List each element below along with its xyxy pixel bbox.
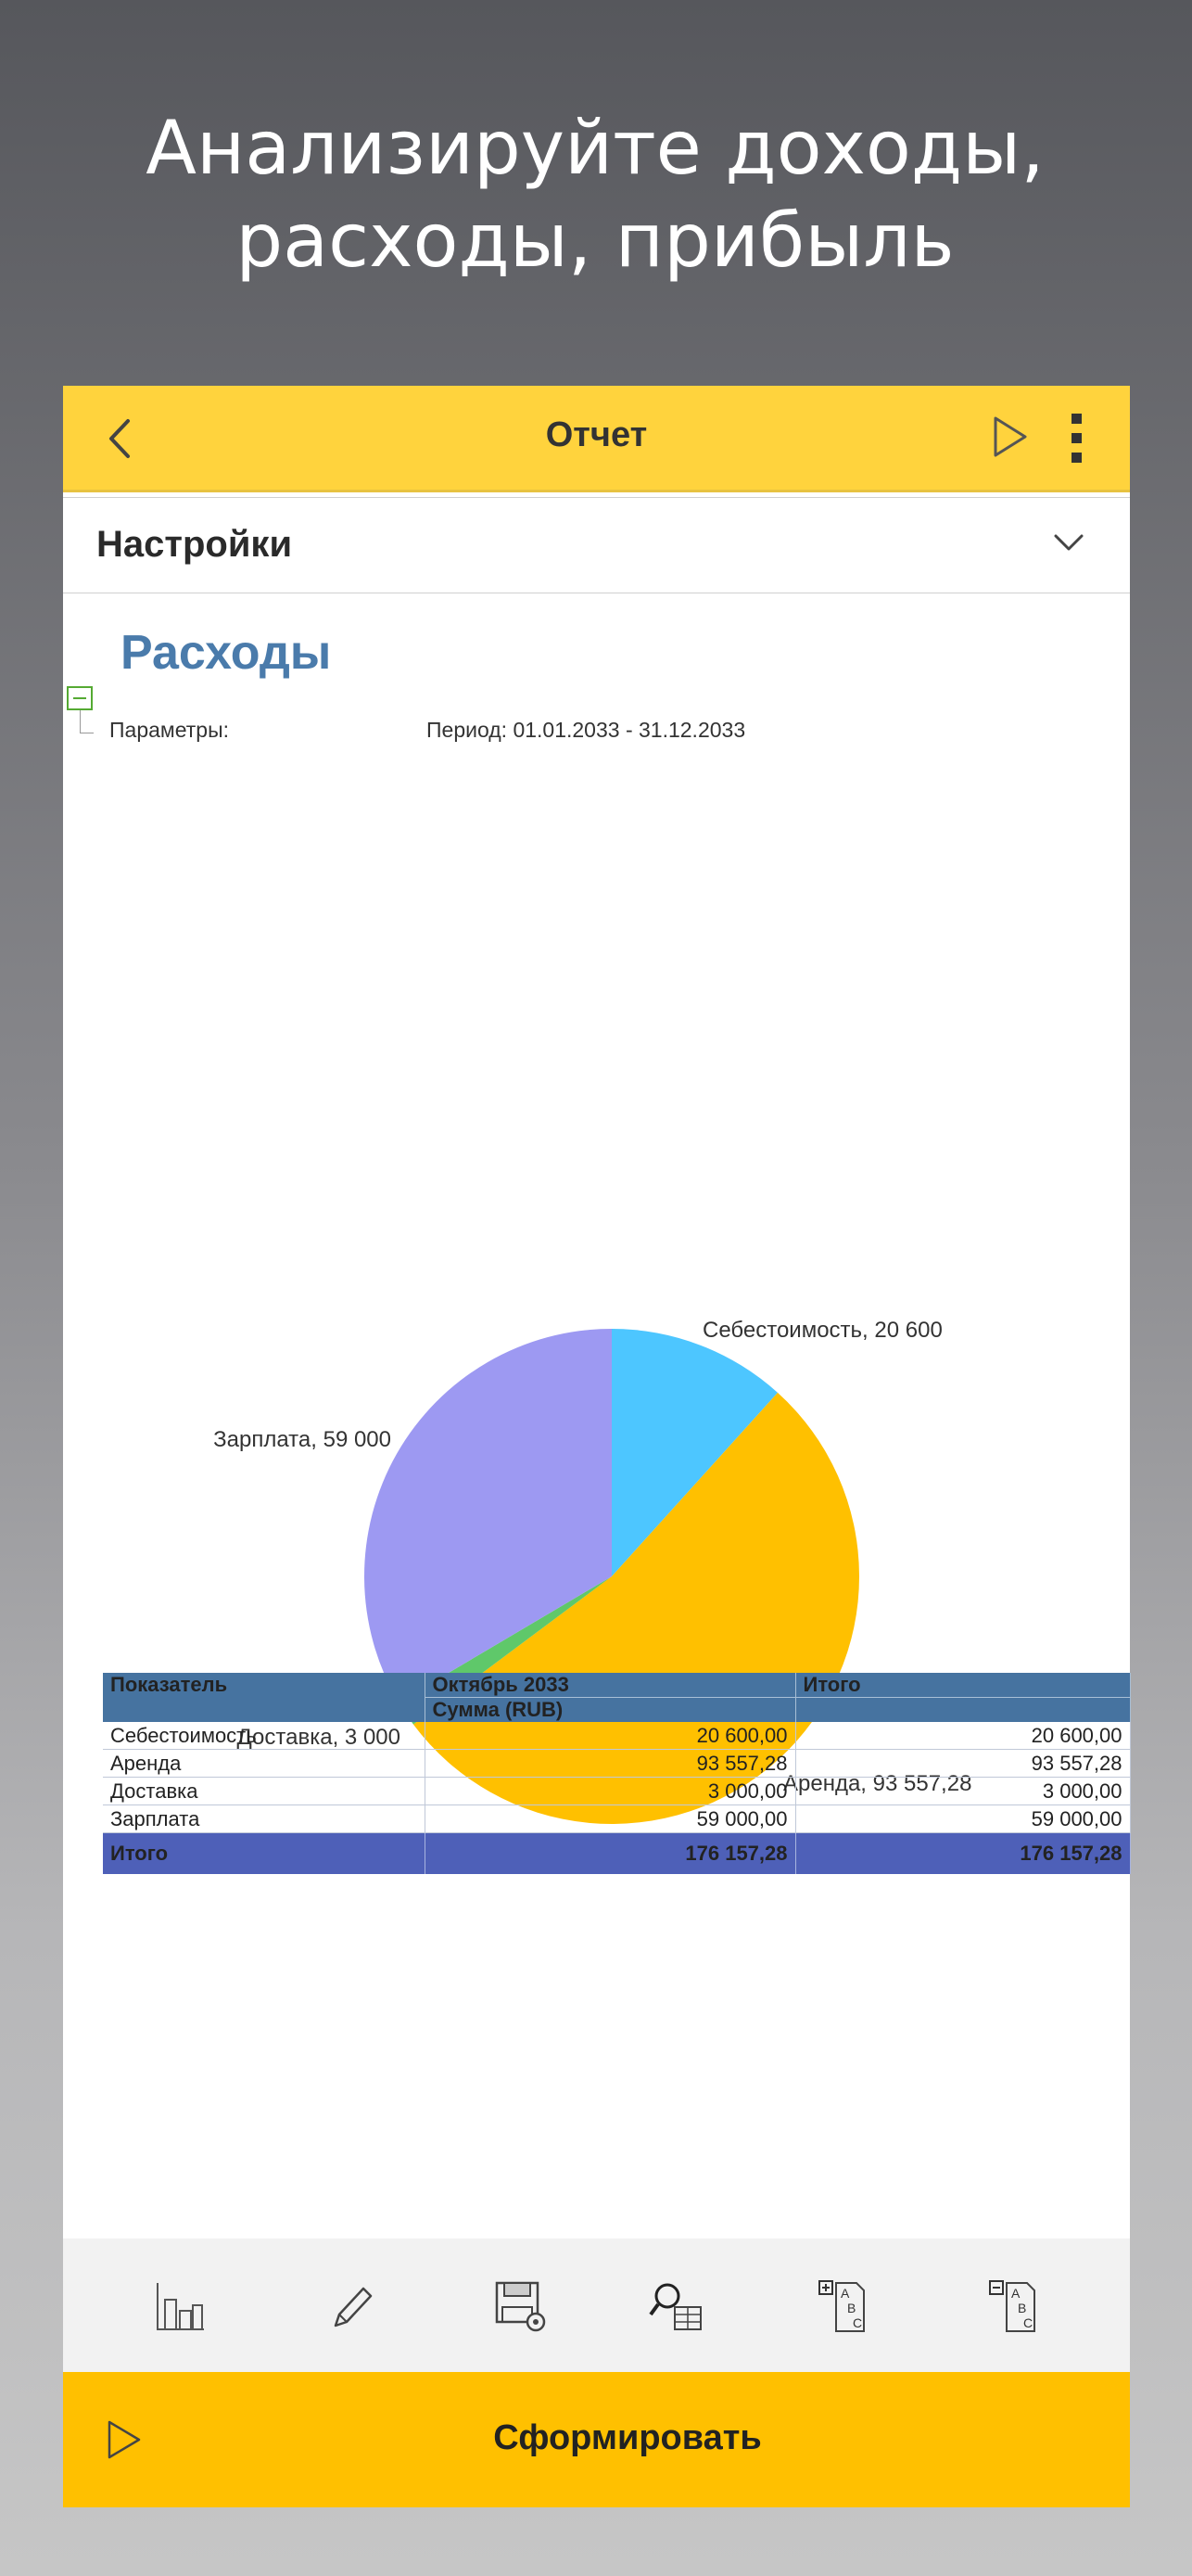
row-month-value: 20 600,00 bbox=[425, 1722, 795, 1750]
search-table-icon[interactable] bbox=[649, 2279, 708, 2335]
settings-panel-header[interactable] bbox=[63, 497, 1130, 593]
header-indicator: Показатель bbox=[103, 1673, 425, 1722]
svg-text:A: A bbox=[841, 2286, 850, 2301]
pie-slice-label: Себестоимость, 20 600 bbox=[703, 1318, 943, 1343]
collapse-groups-icon[interactable] bbox=[988, 2279, 1047, 2335]
save-settings-icon[interactable] bbox=[491, 2279, 551, 2335]
row-name: Себестоимость bbox=[103, 1722, 425, 1750]
table-row bbox=[103, 1805, 1130, 1833]
generate-button-label: Сформировать bbox=[493, 2418, 762, 2457]
table-row bbox=[103, 1722, 1130, 1750]
row-month-value: 59 000,00 bbox=[425, 1805, 795, 1833]
svg-text:C: C bbox=[1023, 2315, 1033, 2330]
svg-text:C: C bbox=[853, 2315, 863, 2330]
app-screen bbox=[63, 386, 1130, 2507]
total-month-value: 176 157,28 bbox=[425, 1833, 795, 1875]
expand-groups-icon[interactable] bbox=[818, 2279, 877, 2335]
edit-pencil-icon[interactable] bbox=[323, 2279, 382, 2335]
chart-settings-icon[interactable] bbox=[152, 2279, 211, 2335]
table-row bbox=[103, 1778, 1130, 1805]
generate-button[interactable] bbox=[63, 2372, 1130, 2507]
row-name: Доставка bbox=[103, 1778, 425, 1805]
params-label: Параметры: bbox=[109, 718, 229, 742]
promo-line-1: Анализируйте доходы, bbox=[146, 105, 1045, 191]
page-title: Отчет bbox=[545, 415, 648, 454]
subheader-empty bbox=[795, 1698, 1130, 1723]
promo-line-2: расходы, прибыль bbox=[235, 198, 955, 284]
header-total: Итого bbox=[795, 1673, 1130, 1698]
pie-slice-label: Зарплата, 59 000 bbox=[213, 1427, 391, 1452]
svg-text:B: B bbox=[1018, 2301, 1027, 2315]
app-bar bbox=[63, 386, 1130, 492]
svg-text:A: A bbox=[1011, 2286, 1021, 2301]
params-value: Период: 01.01.2033 - 31.12.2033 bbox=[426, 718, 746, 742]
more-vertical-icon[interactable] bbox=[1067, 412, 1085, 467]
row-month-value: 93 557,28 bbox=[425, 1750, 795, 1778]
subheader-sum: Сумма (RUB) bbox=[425, 1698, 795, 1723]
settings-label: Настройки bbox=[96, 524, 293, 565]
report-title: Расходы bbox=[120, 626, 332, 680]
row-total-value: 3 000,00 bbox=[795, 1778, 1130, 1805]
report-table bbox=[103, 1673, 1131, 1874]
collapse-toggle[interactable] bbox=[67, 686, 93, 710]
row-month-value: 3 000,00 bbox=[425, 1778, 795, 1805]
table-header-row bbox=[103, 1673, 1130, 1698]
row-name: Зарплата bbox=[103, 1805, 425, 1833]
tree-connector bbox=[80, 710, 94, 733]
row-total-value: 20 600,00 bbox=[795, 1722, 1130, 1750]
bottom-toolbar bbox=[63, 2238, 1130, 2372]
promo-headline bbox=[0, 102, 1190, 287]
row-total-value: 93 557,28 bbox=[795, 1750, 1130, 1778]
total-name: Итого bbox=[103, 1833, 425, 1875]
chevron-down-icon[interactable] bbox=[1053, 531, 1084, 554]
row-name: Аренда bbox=[103, 1750, 425, 1778]
play-outline-icon[interactable] bbox=[990, 414, 1031, 460]
svg-text:B: B bbox=[847, 2301, 856, 2315]
header-month: Октябрь 2033 bbox=[425, 1673, 795, 1698]
total-grand-value: 176 157,28 bbox=[795, 1833, 1130, 1875]
table-row bbox=[103, 1750, 1130, 1778]
row-total-value: 59 000,00 bbox=[795, 1805, 1130, 1833]
pie-slice-label: Доставка, 3 000 bbox=[236, 1725, 400, 1750]
pie-slice-label: Аренда, 93 557,28 bbox=[783, 1771, 972, 1796]
table-total-row bbox=[103, 1833, 1130, 1875]
